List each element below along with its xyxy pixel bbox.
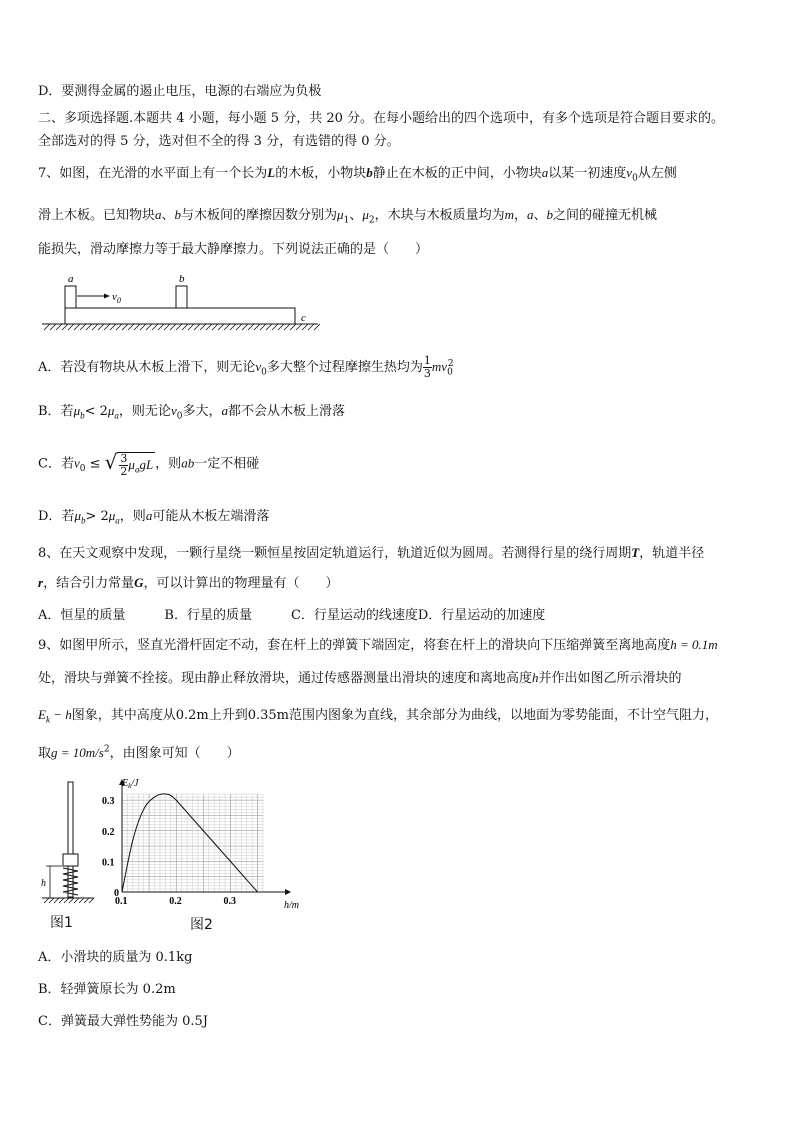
- block-a: [65, 286, 76, 308]
- section-header-2: 全部选对的得 5 分，选对但不全的得 3 分，有选错的得 0 分。: [38, 134, 400, 149]
- hatch-mark: [98, 324, 104, 330]
- hatch-mark: [80, 324, 86, 330]
- hatch-mark: [50, 324, 56, 330]
- hatch-mark: [122, 324, 128, 330]
- hatch-mark: [74, 324, 80, 330]
- q9-option-c: C．弹簧最大弹性势能为 0.5J: [38, 1014, 208, 1029]
- hatch-mark: [79, 898, 84, 903]
- x-axis-arrow: [285, 889, 291, 895]
- hatch-mark: [116, 324, 122, 330]
- hatch-mark: [308, 324, 314, 330]
- label-c: c: [301, 312, 306, 324]
- q7-option-b: B．若$\mu_b< 2\mu_a$，则无论$v_0$多大，a都不会从木板上滑落: [38, 403, 345, 422]
- board: [65, 308, 295, 324]
- minor-grid: [122, 794, 263, 892]
- label-a: a: [68, 273, 74, 285]
- hatch-mark: [272, 324, 278, 330]
- hatch-mark: [266, 324, 272, 330]
- sqrt-expression: √ $\frac{3}{2}$ $\mu_agL$: [104, 450, 154, 478]
- base-hatching: [44, 898, 94, 903]
- y-axis-label: $E_k/J$: [122, 778, 139, 790]
- rod: [68, 782, 73, 897]
- hatch-mark: [152, 324, 158, 330]
- hatch-mark: [260, 324, 266, 330]
- spring: [63, 868, 78, 895]
- hatch-mark: [224, 324, 230, 330]
- q9-line-3: $E_k - h$图象，其中高度从0.2m上升到0.35m范围内图象为直线，其余部分为曲线，以地面为零势能面，不计空气阻力，: [38, 707, 719, 725]
- x-axis-label: h/m: [284, 900, 299, 911]
- hatch-mark: [212, 324, 218, 330]
- q7-line-3: 能损失，滑动摩擦力等于最大静摩擦力。下列说法正确的是（ ）: [38, 242, 429, 257]
- hatch-mark: [140, 324, 146, 330]
- q8-line-1: 8、在天文观察中发现，一颗行星绕一颗恒星按固定轨道运行，轨道近似为圆周。若测得行星的绕行周期T，轨道半径: [38, 545, 705, 561]
- hatch-mark: [158, 324, 164, 330]
- hatch-mark: [134, 324, 140, 330]
- hatch-mark: [176, 324, 182, 330]
- hatch-mark: [314, 324, 320, 330]
- hatch-mark: [56, 324, 62, 330]
- hatch-mark: [170, 324, 176, 330]
- hatch-mark: [92, 324, 98, 330]
- q7-figure: [40, 270, 320, 332]
- hatch-mark: [206, 324, 212, 330]
- q9-figure-1: [38, 780, 98, 905]
- y-tick-label: 0.2: [102, 826, 115, 838]
- q8-options: A．恒星的质量 B．行星的质量 C．行星运动的线速度D．行星运动的加速度: [38, 608, 546, 623]
- q8-line-2: r，结合引力常量G，可以计算出的物理量有（ ）: [38, 575, 339, 591]
- q7-option-a: A．若没有物块从木板上滑下，则无论$v_0$多大整个过程摩擦生热均为 $\frac{1}{3}$ $mv_0^2$: [38, 354, 454, 380]
- hatch-mark: [54, 898, 59, 903]
- label-v0: $v_0$: [112, 291, 121, 305]
- hatch-mark: [236, 324, 242, 330]
- hatch-mark: [296, 324, 302, 330]
- figure-1-label: 图1: [50, 915, 73, 931]
- y-tick-label: 0.3: [102, 796, 115, 808]
- hatch-mark: [188, 324, 194, 330]
- q7-line-2: 滑上木板。已知物块a、b与木板间的摩擦因数分别为$\mu_1$、$\mu_2$，木块与木板质量均为m，a、b之间的碰撞无机械: [38, 207, 658, 226]
- option-d-previous: D．要测得金属的遏止电压，电源的右端应为负极: [38, 84, 322, 99]
- label-h: h: [41, 878, 46, 889]
- hatch-mark: [290, 324, 296, 330]
- q9-line-1: 9、如图甲所示，竖直光滑杆固定不动，套在杆上的弹簧下端固定，将套在杆上的滑块向下压缩弹簧至离地高度h = 0.1m: [38, 637, 718, 653]
- y-tick-label: 0.1: [102, 857, 115, 869]
- figure-2-label: 图2: [190, 917, 213, 933]
- q7-option-d: D．若$\mu_b> 2\mu_a$，则a可能从木板左端滑落: [38, 508, 270, 526]
- q7-line-1: 7、如图，在光滑的水平面上有一个长为L的木板，小物块b静止在木板的正中间，小物块a以某一初速度$v_0$从左侧: [38, 165, 677, 184]
- hatch-mark: [68, 324, 74, 330]
- hatch-mark: [69, 898, 74, 903]
- block-b: [176, 286, 187, 308]
- y-tick-label: 0: [114, 888, 119, 899]
- hatch-mark: [128, 324, 134, 330]
- hatch-mark: [278, 324, 284, 330]
- arrow-head: [104, 294, 110, 299]
- x-tick-label: 0.3: [223, 896, 236, 907]
- hatch-mark: [49, 898, 54, 903]
- label-b: b: [179, 273, 185, 285]
- slider-block: [63, 854, 78, 866]
- hatch-mark: [194, 324, 200, 330]
- x-tick-label: 0.1: [115, 896, 128, 907]
- hatch-mark: [302, 324, 308, 330]
- hatch-mark: [242, 324, 248, 330]
- hatch-mark: [89, 898, 94, 903]
- hatch-mark: [254, 324, 260, 330]
- hatch-mark: [110, 324, 116, 330]
- hatch-mark: [44, 898, 49, 903]
- hatch-mark: [230, 324, 236, 330]
- ground-hatching: [44, 324, 320, 330]
- hatch-mark: [182, 324, 188, 330]
- hatch-mark: [59, 898, 64, 903]
- x-tick-label: 0.2: [169, 896, 182, 907]
- hatch-mark: [84, 898, 89, 903]
- q9-line-4: 取$g = 10m/s^2$，由图象可知（ ）: [38, 744, 240, 761]
- ek-h-chart: [100, 774, 310, 914]
- hatch-mark: [44, 324, 50, 330]
- section-header: 二、多项选择题.本题共 4 小题，每小题 5 分，共 20 分。在每小题给出的四个选项中，有多个选项是符合题目要求的。: [38, 111, 725, 126]
- hatch-mark: [64, 898, 69, 903]
- hatch-mark: [248, 324, 254, 330]
- q9-option-a: A．小滑块的质量为 0.1kg: [38, 950, 193, 965]
- q9-line-2: 处，滑块与弹簧不拴接。现由静止释放滑块，通过传感器测量出滑块的速度和离地高度h并作出如图乙所示滑块的: [38, 670, 682, 686]
- hatch-mark: [200, 324, 206, 330]
- hatch-mark: [284, 324, 290, 330]
- hatch-mark: [218, 324, 224, 330]
- q9-option-b: B．轻弹簧原长为 0.2m: [38, 982, 176, 997]
- hatch-mark: [62, 324, 68, 330]
- hatch-mark: [74, 898, 79, 903]
- hatch-mark: [146, 324, 152, 330]
- hatch-mark: [104, 324, 110, 330]
- hatch-mark: [164, 324, 170, 330]
- q7-option-c: C．若$v_0$ ≤ √ $\frac{3}{2}$ $\mu_agL$ ，则ab一定不相碰: [38, 450, 260, 478]
- hatch-mark: [86, 324, 92, 330]
